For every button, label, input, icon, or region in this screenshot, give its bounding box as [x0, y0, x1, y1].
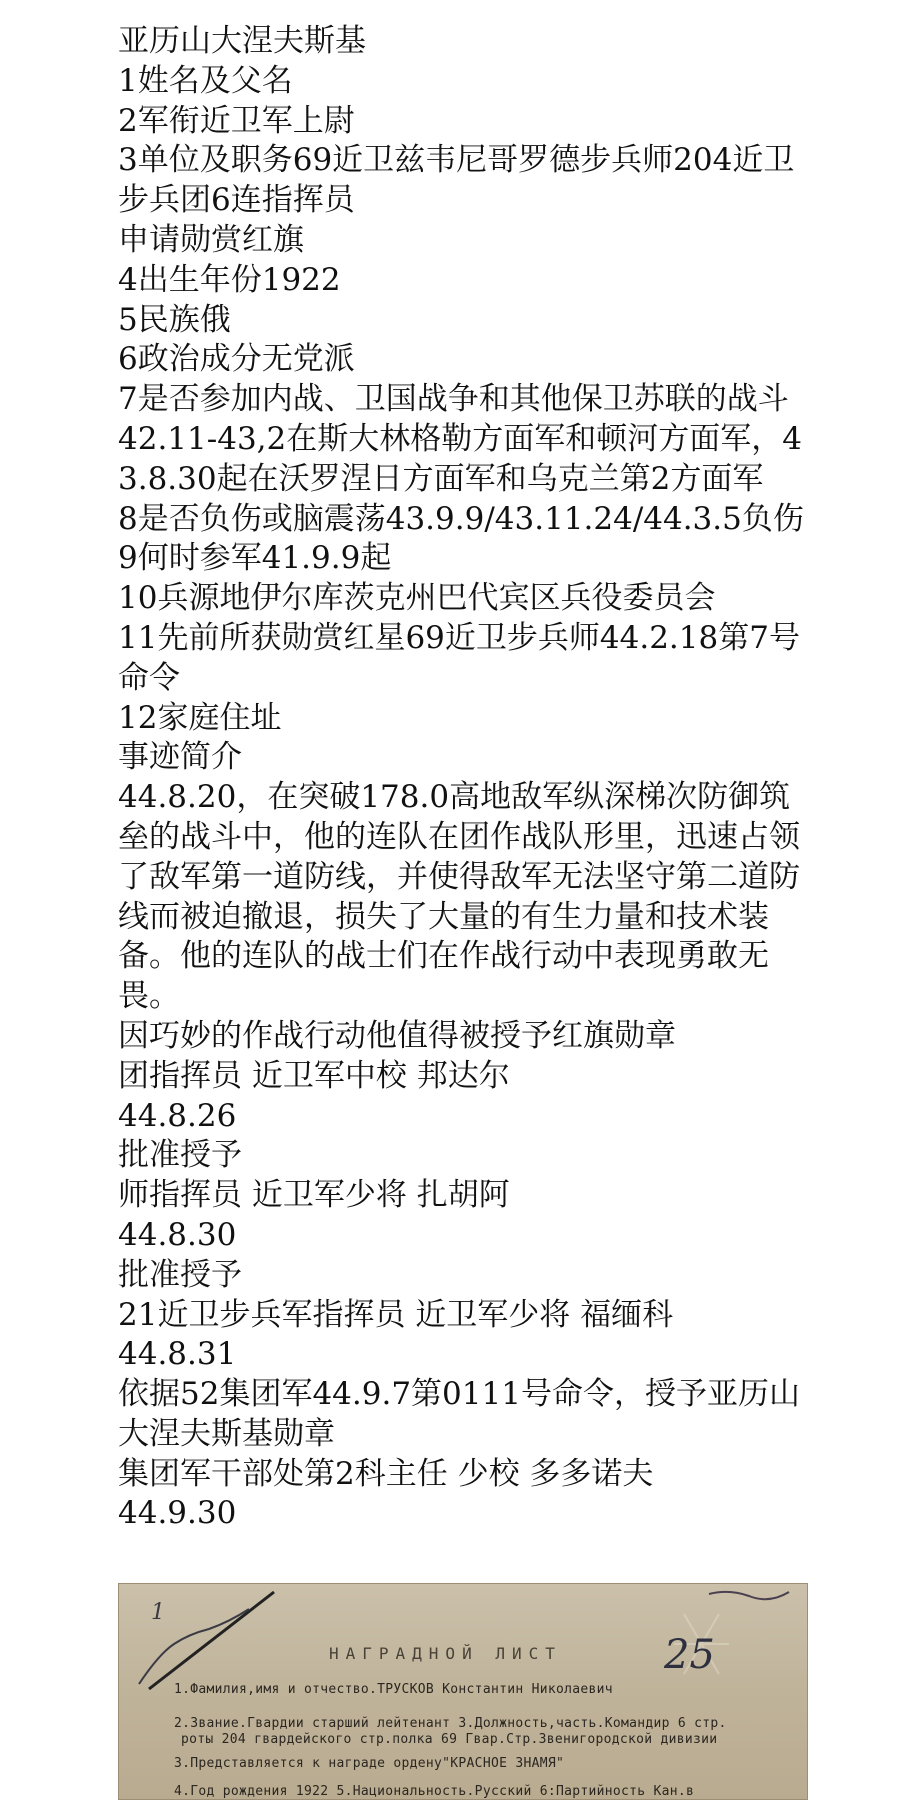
scan-row-2b: роты 204 гвардейского стр.полка 69 Гвар.Стр.Звенигородской дивизии [181, 1732, 718, 1747]
scanned-award-sheet [118, 1583, 808, 1800]
scan-title: НАГРАДНОЙ ЛИСТ [329, 1644, 562, 1663]
corps-commander: 21近卫步兵军指挥员 近卫军少将 福缅科 [118, 1296, 674, 1333]
approval-corps: 批准授予 [118, 1256, 242, 1293]
date-final: 44.9.30 [118, 1495, 237, 1532]
recommendation: 因巧妙的作战行动他值得被授予红旗勋章 [118, 1017, 676, 1054]
field-nationality: 5民族俄 [118, 301, 231, 338]
handwritten-number: 25 [664, 1632, 715, 1678]
section-deed-title: 事迹简介 [118, 739, 242, 776]
field-rank: 2军衔近卫军上尉 [118, 102, 355, 139]
division-commander: 师指挥员 近卫军少将 扎胡阿 [118, 1177, 510, 1214]
field-previous-awards: 11先前所获勋赏红星69近卫步兵师44.2.18第7号命令 [118, 619, 800, 696]
scan-row-1: 1.Фамилия,имя и отчество.ТРУСКОВ Константин Николаевич [174, 1682, 613, 1697]
deed-description: 44.8.20，在突破178.0高地敌军纵深梯次防御筑垒的战斗中，他的连队在团作战队形里，迅速占领了敌军第一道防线，并使得敌军无法坚守第二道防线而被迫撤退，损失了大量的有生力量和技术装备。他的连队的战士们在作战行动中表现勇敢无畏。 [118, 779, 800, 1015]
date-division: 44.8.30 [118, 1216, 237, 1253]
date-corps: 44.8.31 [118, 1336, 237, 1373]
field-home-address: 12家庭住址 [118, 699, 282, 736]
field-wounds: 8是否负伤或脑震荡43.9.9/43.11.24/44.3.5负伤 [118, 500, 804, 537]
field-party: 6政治成分无党派 [118, 341, 355, 378]
personnel-chief: 集团军干部处第2科主任 少校 多多诺夫 [118, 1455, 654, 1492]
heading-order-name: 亚历山大涅夫斯基 [118, 23, 366, 59]
date-regiment: 44.8.26 [118, 1097, 237, 1134]
document-text [118, 22, 808, 1534]
regiment-commander: 团指挥员 近卫军中校 邦达尔 [118, 1057, 510, 1094]
award-order: 依据52集团军44.9.7第0111号命令，授予亚历山大涅夫斯基勋章 [118, 1376, 800, 1452]
scan-row-4: 4.Год рождения 1922 5.Национальность.Русский 6:Партийность Кан.в [174, 1784, 695, 1799]
field-name: 1姓名及父名 [118, 62, 293, 99]
field-draft-office: 10兵源地伊尔库茨克州巴代宾区兵役委员会 [118, 580, 716, 617]
approval-division: 批准授予 [118, 1137, 242, 1174]
field-enlist-date: 9何时参军41.9.9起 [118, 540, 392, 577]
field-war-participation: 7是否参加内战、卫国战争和其他保卫苏联的战斗42.11-43,2在斯大林格勒方面军和顿河方面军，43.8.30起在沃罗涅日方面军和乌克兰第2方面军 [118, 381, 802, 497]
field-award-requested: 申请勋赏红旗 [118, 221, 304, 258]
scan-row-3: 3.Представляется к награде ордену"КРАСНОЕ ЗНАМЯ" [174, 1756, 565, 1771]
field-unit: 3单位及职务69近卫兹韦尼哥罗德步兵师204近卫步兵团6连指挥员 [118, 142, 795, 219]
field-birth-year: 4出生年份1922 [118, 261, 341, 298]
scan-row-2a: 2.Звание.Гвардии старший лейтенант 3.Должность,часть.Командир 6 стр. [174, 1716, 727, 1731]
corner-mark: 1 [151, 1600, 165, 1625]
